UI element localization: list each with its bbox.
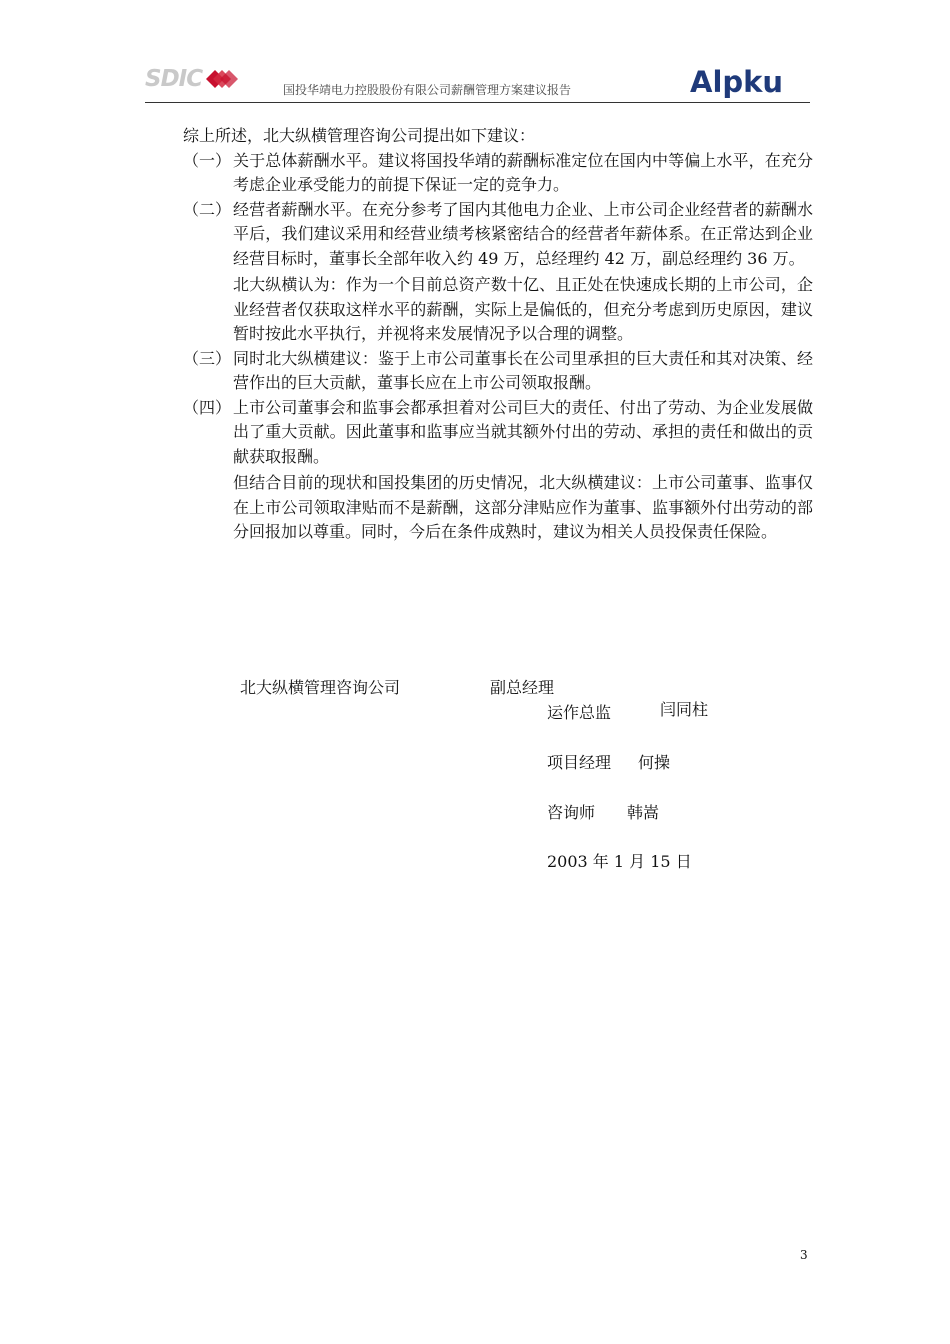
apku-logo bbox=[690, 64, 810, 100]
document-body bbox=[183, 124, 813, 545]
header-divider bbox=[145, 102, 810, 103]
recommendation-1 bbox=[183, 149, 813, 198]
signature-pm-title: 项目经理 bbox=[547, 753, 612, 772]
report-title: 国投华靖电力控股股份有限公司薪酬管理方案建议报告 bbox=[283, 83, 572, 97]
sdic-logo bbox=[145, 66, 240, 92]
signature-consultant-name: 韩嵩 bbox=[627, 803, 660, 822]
item-number: （四） bbox=[183, 397, 232, 417]
item-paragraph: 经营者薪酬水平。在充分参考了国内其他电力企业、上市公司企业经营者的薪酬水平后，我们建议采用和经营业绩考核紧密结合的经营者年薪体系。在正常达到企业经营目标时，董事长全部年收入约 49 万，总经理约 42 万，副总经理约 36 万。 bbox=[233, 199, 813, 268]
signature-vp-title: 副总经理 bbox=[490, 678, 555, 697]
page-number: 3 bbox=[800, 1248, 808, 1262]
apku-logo-text: Alpku bbox=[690, 65, 784, 99]
sdic-diamond-icon bbox=[204, 68, 240, 90]
page-header bbox=[145, 64, 810, 104]
signature-company: 北大纵横管理咨询公司 bbox=[240, 678, 401, 697]
item-number: （一） bbox=[183, 150, 232, 170]
item-paragraph: 北大纵横认为：作为一个目前总资产数十亿、且正处在快速成长期的上市公司，企业经营者仅获取这样水平的薪酬，实际上是偏低的，但充分考虑到历史原因，建议暂时按此水平执行，并视将来发展情况予以合理的调整。 bbox=[233, 275, 813, 343]
item-paragraph: 同时北大纵横建议：鉴于上市公司董事长在公司里承担的巨大责任和其对决策、经营作出的巨大贡献，董事长应在上市公司领取报酬。 bbox=[233, 348, 813, 392]
recommendation-4 bbox=[183, 396, 813, 545]
signature-pm-name: 何操 bbox=[638, 753, 671, 772]
sdic-logo-text: SDIC bbox=[145, 66, 203, 92]
signature-ops-title: 运作总监 bbox=[547, 703, 612, 722]
item-number: （二） bbox=[183, 199, 232, 219]
signature-date: 2003 年 1 月 15 日 bbox=[547, 852, 692, 871]
item-number: （三） bbox=[183, 348, 232, 368]
item-paragraph: 关于总体薪酬水平。建议将国投华靖的薪酬标准定位在国内中等偏上水平，在充分考虑企业承受能力的前提下保证一定的竞争力。 bbox=[233, 150, 813, 194]
recommendation-2 bbox=[183, 198, 813, 347]
item-paragraph: 上市公司董事会和监事会都承担着对公司巨大的责任、付出了劳动、为企业发展做出了重大贡献。因此董事和监事应当就其额外付出的劳动、承担的责任和做出的贡献获取报酬。 bbox=[233, 397, 813, 466]
item-paragraph: 但结合目前的现状和国投集团的历史情况，北大纵横建议：上市公司董事、监事仅在上市公司领取津贴而不是薪酬，这部分津贴应作为董事、监事额外付出劳动的部分回报加以尊重。同时，今后在条件成熟时，建议为相关人员投保责任保险。 bbox=[233, 473, 813, 541]
intro-paragraph: 综上所述，北大纵横管理咨询公司提出如下建议： bbox=[183, 126, 536, 145]
signature-ops-name: 闫同柱 bbox=[660, 700, 709, 719]
signature-consultant-title: 咨询师 bbox=[547, 803, 596, 822]
recommendation-3 bbox=[183, 347, 813, 396]
